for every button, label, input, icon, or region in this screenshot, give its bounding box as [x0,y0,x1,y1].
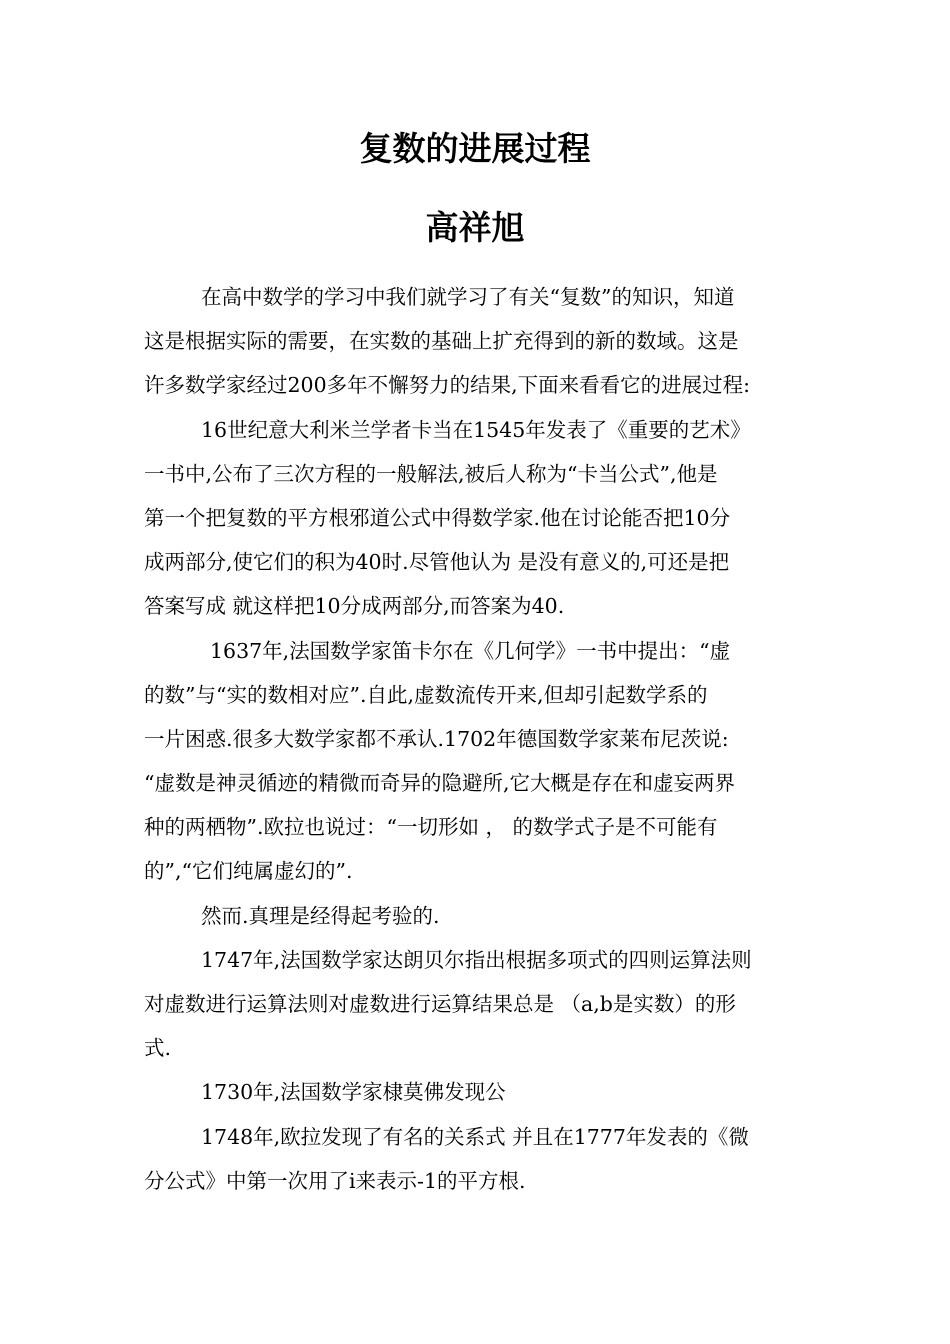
paragraph-line: 1747年,法国数学家达朗贝尔指出根据多项式的四则运算法则 [201,947,752,972]
paragraph-line: 一片困惑.很多大数学家都不承认.1702年德国数学家莱布尼茨说: [144,726,729,751]
paragraph-line: 种的两栖物”.欧拉也说过：“一切形如 ， 的数学式子是不可能有 [144,815,718,840]
paragraph-line: 然而.真理是经得起考验的. [201,903,440,928]
paragraph-line: 第一个把复数的平方根邪道公式中得数学家.他在讨论能否把10分 [144,505,731,530]
paragraph-line: 这是根据实际的需要，在实数的基础上扩充得到的新的数域。这是 [144,329,739,354]
paragraph-line: 一书中,公布了三次方程的一般解法,被后人称为“卡当公式”,他是 [144,461,718,486]
paragraph-line: 对虚数进行运算法则对虚数进行运算结果总是 （a,b是实数）的形 [144,992,736,1016]
paragraph-line: 在高中数学的学习中我们就学习了有关“复数”的知识，知道 [201,285,735,309]
paragraph-line: 式. [144,1036,172,1061]
paragraph-line: 的”,“它们纯属虚幻的”. [144,859,353,884]
document-title: 复数的进展过程 [359,129,591,168]
paragraph-line: “虚数是神灵循迹的精微而奇异的隐避所,它大概是存在和虚妄两界 [144,771,735,796]
document-body [144,275,814,1203]
document-author: 高祥旭 [425,208,525,247]
paragraph-line: 16世纪意大利米兰学者卡当在1545年发表了《重要的艺术》 [201,417,751,442]
paragraph-line: 成两部分,使它们的积为40时.尽管他认为 是没有意义的,可还是把 [144,550,730,575]
paragraph-line: 1637年,法国数学家笛卡尔在《几何学》一书中提出：“虚 [210,638,731,663]
paragraph-line: 1730年,法国数学家棣莫佛发现公 [201,1080,506,1105]
paragraph-line: 分公式》中第一次用了i来表示-1的平方根. [144,1168,526,1193]
paragraph-line: 答案写成 就这样把10分成两部分,而答案为40. [144,594,565,619]
paragraph-line: 的数”与“实的数相对应”.自此,虚数流传开来,但却引起数学系的 [144,682,708,707]
paragraph-line: 许多数学家经过200多年不懈努力的结果,下面来看看它的进展过程: [144,373,751,398]
paragraph-line: 1748年,欧拉发现了有名的关系式 并且在1777年发表的《微 [201,1124,749,1149]
